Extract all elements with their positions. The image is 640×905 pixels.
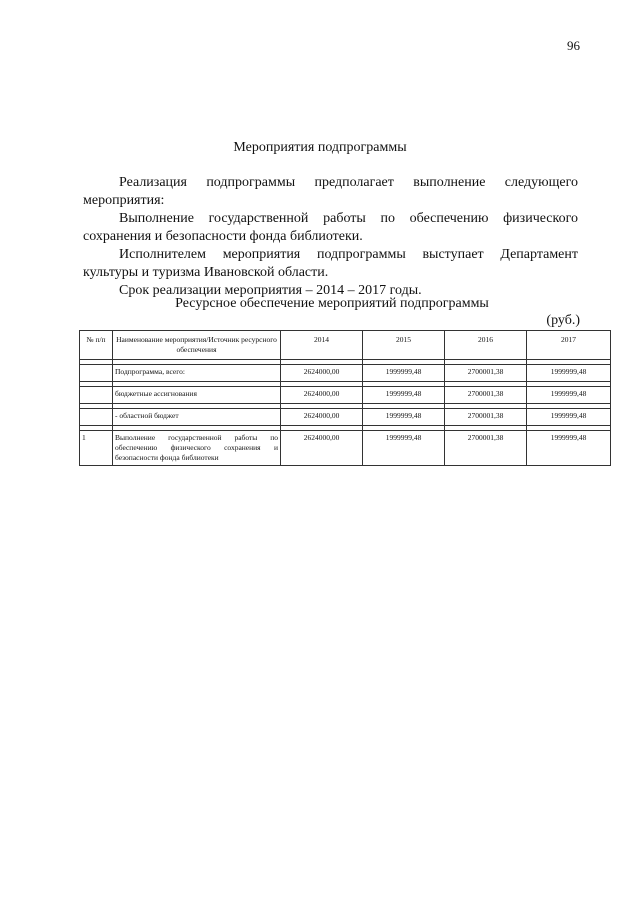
table-cell: 1999999,48 [363, 365, 445, 382]
table-cell: бюджетные ассигнования [113, 387, 281, 404]
table-cell [80, 365, 113, 382]
header-cell-2014: 2014 [281, 331, 363, 360]
table-cell: 1999999,48 [363, 387, 445, 404]
header-cell-2017: 2017 [527, 331, 611, 360]
table-cell: - областной бюджет [113, 409, 281, 426]
header-cell-num: № п/п [80, 331, 113, 360]
table-cell: Выполнение государственной работы по обеспечению физического сохранения и безопасности фонда библиотеки [113, 431, 281, 466]
header-cell-2015: 2015 [363, 331, 445, 360]
body-text [83, 174, 578, 300]
page-number: 96 [567, 38, 580, 53]
table-cell: 2624000,00 [281, 431, 363, 466]
paragraph: Реализация подпрограммы предполагает выполнение следующего мероприятия: [83, 175, 578, 208]
table-caption: Ресурсное обеспечение мероприятий подпрограммы [175, 296, 489, 311]
table-cell: 1999999,48 [527, 409, 611, 426]
header-cell-2016: 2016 [445, 331, 527, 360]
table-cell: Подпрограмма, всего: [113, 365, 281, 382]
paragraph: Выполнение государственной работы по обеспечению физического сохранения и безопасности фонда библиотеки. [83, 211, 578, 244]
table-row [80, 409, 611, 426]
table-cell: 2700001,38 [445, 387, 527, 404]
table-cell [80, 387, 113, 404]
table-cell: 1 [80, 431, 113, 466]
paragraph: Исполнителем мероприятия подпрограммы выступает Департамент культуры и туризма Ивановской области. [83, 247, 578, 280]
table-row [80, 431, 611, 466]
table-cell: 2700001,38 [445, 431, 527, 466]
table-cell: 1999999,48 [363, 409, 445, 426]
table-cell: 1999999,48 [527, 431, 611, 466]
header-cell-name: Наименование мероприятия/Источник ресурсного обеспечения [113, 331, 281, 360]
section-title: Мероприятия подпрограммы [233, 140, 407, 155]
resource-table [79, 330, 611, 466]
table-cell: 2624000,00 [281, 409, 363, 426]
table-cell: 2624000,00 [281, 365, 363, 382]
paragraph: Срок реализации мероприятия – 2014 – 2017 годы. [119, 283, 422, 298]
table-cell: 2700001,38 [445, 409, 527, 426]
table-cell: 1999999,48 [527, 387, 611, 404]
table-cell [80, 409, 113, 426]
table-row [80, 387, 611, 404]
table-cell: 1999999,48 [527, 365, 611, 382]
units-label: (руб.) [546, 313, 580, 328]
table-header-row [80, 331, 611, 360]
table-row [80, 365, 611, 382]
table-cell: 2700001,38 [445, 365, 527, 382]
table-cell: 2624000,00 [281, 387, 363, 404]
table-cell: 1999999,48 [363, 431, 445, 466]
